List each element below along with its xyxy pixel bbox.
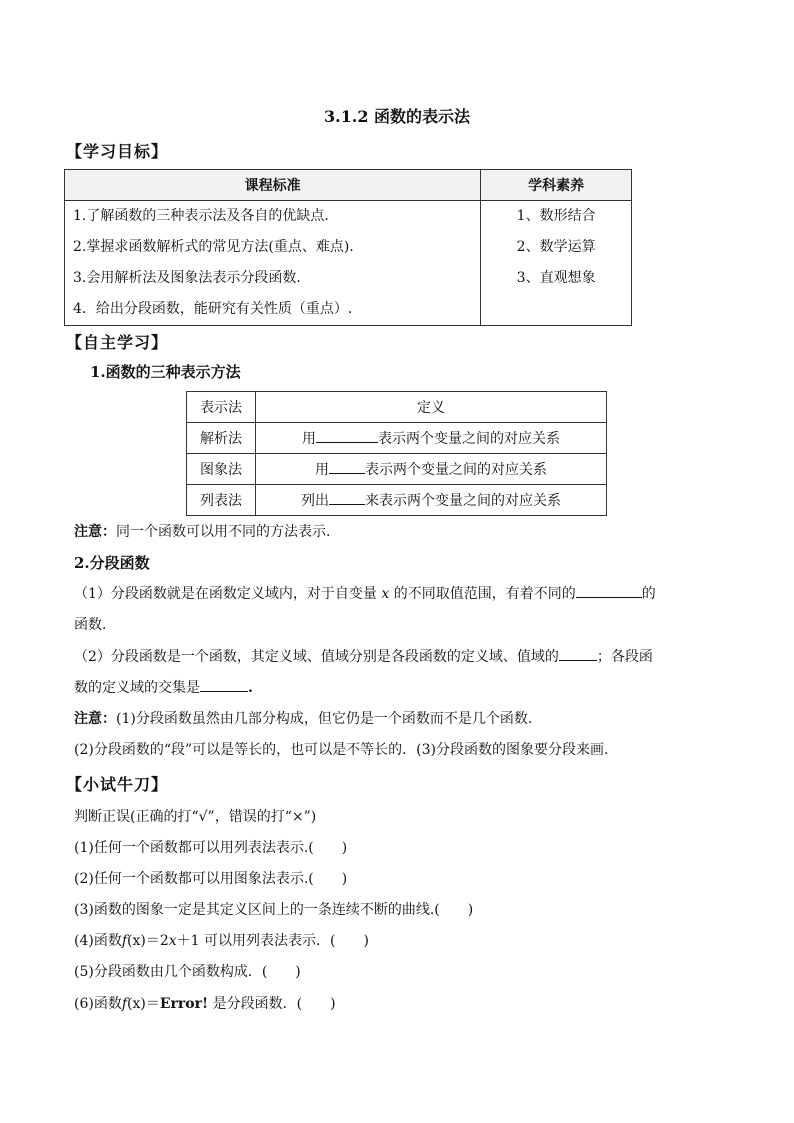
standards-cell [65,201,481,326]
note-text: (1)分段函数虽然由几部分构成，但它仍是一个函数而不是几个函数. [116,711,533,727]
text: ＋1 可以用列表法表示．( ) [176,933,369,949]
rep-definition [256,454,607,485]
note-2b: (2)分段函数的“段”可以是等长的，也可以是不等长的．(3)分段函数的图象要分段来画. [74,742,609,758]
question-item: (5)分段函数由几个函数构成．( ) [74,964,301,980]
question-item: (1)任何一个函数都可以用列表法表示.( ) [74,840,348,856]
fill-blank [576,583,642,598]
page-title: 3.1.2 函数的表示法 [323,107,471,126]
self-study-heading: 【自主学习】 [66,333,169,352]
standard-item: 4．给出分段函数，能研究有关性质（重点）. [73,301,353,317]
standard-item: 2.掌握求函数解析式的常见方法(重点、难点). [73,239,354,255]
para-2-line-2 [74,677,253,697]
rep-header-definition: 定义 [256,392,607,423]
sub2-title: 2.分段函数 [74,554,150,572]
goals-col2-header: 学科素养 [481,170,632,201]
rep-prefix: 用 [302,431,316,447]
fill-blank [329,490,365,505]
literacy-item: 1、数形结合 [516,208,596,224]
text: (4)函数 [74,933,122,949]
note-text: 同一个函数可以用不同的方法表示. [116,524,331,540]
goals-col1-header: 课程标准 [65,170,481,201]
fill-blank [316,428,378,443]
rep-suffix: 来表示两个变量之间的对应关系 [365,493,561,509]
rep-prefix: 用 [315,462,329,478]
rep-prefix: 列出 [301,493,329,509]
math-f: f [121,996,128,1012]
question-item [74,993,336,1013]
note-label: 注意： [74,524,116,540]
fill-blank [329,459,365,474]
sub1-title: 1.函数的三种表示方法 [90,363,241,381]
note-2 [74,708,532,728]
rep-suffix: 表示两个变量之间的对应关系 [365,462,547,478]
note-label: 注意： [74,711,116,727]
math-arg: (x) [127,933,146,949]
math-x: x [168,933,177,949]
rep-method: 列表法 [187,485,256,516]
para-1-line-1 [74,583,656,603]
fill-blank [559,646,597,661]
representation-table [186,391,607,516]
para-2-line-1 [74,646,653,666]
question-item: (3)函数的图象一定是其定义区间上的一条连续不断的曲线.( ) [74,902,474,918]
text: （1）分段函数就是在函数定义域内，对于自变量 [74,586,377,602]
note-1 [74,521,330,541]
goals-table [64,169,632,326]
literacy-item: 3、直观想象 [516,270,596,286]
text: ＝2 [145,933,169,949]
text: 的 [641,586,656,602]
goals-heading: 【学习目标】 [66,142,169,161]
math-arg: (x) [127,996,146,1012]
variable-x: x [381,586,390,602]
literacy-cell [481,201,632,326]
question-item: (2)任何一个函数都可以用图象法表示.( ) [74,871,348,887]
rep-header-method: 表示法 [187,392,256,423]
text: 的不同取值范围，有着不同的 [393,586,576,602]
question-item [74,930,369,950]
fill-blank [200,677,248,692]
text: . [248,680,253,696]
rep-definition [256,485,607,516]
text: ；各段函 [596,649,653,665]
text: (6)函数 [74,996,122,1012]
rep-suffix: 表示两个变量之间的对应关系 [378,431,560,447]
error-text: Error! [159,996,209,1012]
judge-intro: 判断正误(正确的打“√”，错误的打“×”) [74,809,317,825]
text: 是分段函数．( ) [208,996,336,1012]
literacy-item: 2、数学运算 [516,239,596,255]
practice-heading: 【小试牛刀】 [66,775,169,794]
table-row [187,485,607,516]
text: （2）分段函数是一个函数，其定义域、值域分别是各段函数的定义域、值域的 [74,649,559,665]
para-1-line-2: 函数. [74,617,107,633]
table-row [187,423,607,454]
text: 数的定义域的交集是 [74,680,200,696]
math-f: f [121,933,128,949]
rep-method: 解析法 [187,423,256,454]
rep-definition [256,423,607,454]
rep-method: 图象法 [187,454,256,485]
standard-item: 3.会用解析法及图象法表示分段函数. [73,270,301,286]
text: ＝ [145,996,160,1012]
table-row [187,454,607,485]
standard-item: 1.了解函数的三种表示法及各自的优缺点. [73,208,329,224]
